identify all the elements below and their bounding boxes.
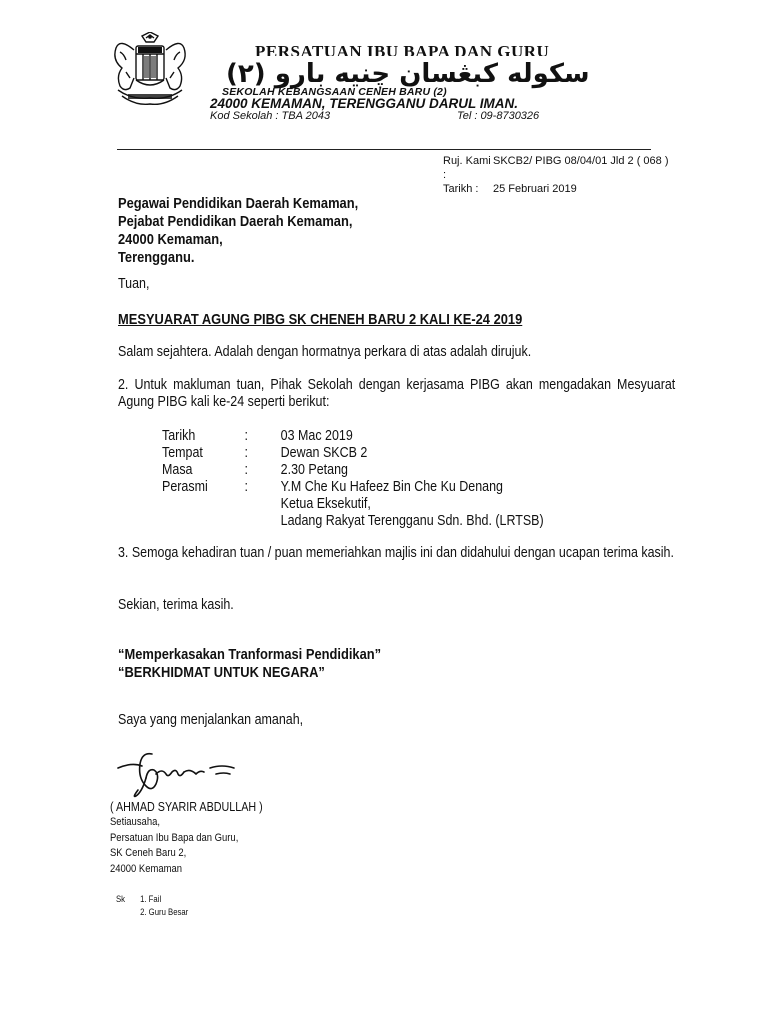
detail-value: 2.30 Petang	[280, 462, 348, 478]
date-label: Tarikh :	[443, 183, 479, 195]
letter-date: 25 Februari 2019	[493, 183, 577, 195]
salutation: Tuan,	[118, 276, 150, 292]
detail-value: Ketua Eksekutif,	[280, 496, 371, 512]
detail-value: Y.M Che Ku Hafeez Bin Che Ku Denang	[280, 479, 503, 495]
detail-colon: :	[244, 462, 249, 478]
org-name: PERSATUAN IBU BAPA DAN GURU	[255, 42, 550, 56]
detail-colon: :	[244, 479, 249, 495]
paragraph-3	[118, 545, 675, 562]
greeting-paragraph: Salam sejahtera. Adalah dengan hormatnya perkara di atas adalah dirujuk.	[118, 344, 532, 360]
detail-label: Tempat	[162, 445, 203, 461]
letter-subject: MESYUARAT AGUNG PIBG SK CHENEH BARU 2 KALI KE-24 2019	[118, 311, 523, 328]
detail-label: Perasmi	[162, 479, 208, 495]
letterhead-divider	[117, 149, 651, 150]
handwritten-signature	[112, 744, 242, 804]
copy-label: Sk	[116, 894, 126, 904]
copy-item: 1. Fail	[140, 894, 162, 904]
detail-row-perasmi	[162, 479, 544, 530]
detail-colon: :	[244, 428, 249, 444]
detail-value: Ladang Rakyat Terengganu Sdn. Bhd. (LRTSB)	[280, 513, 544, 529]
addressee-line: Pegawai Pendidikan Daerah Kemaman,	[118, 195, 359, 212]
detail-row-tempat	[162, 445, 544, 462]
signer-line: 24000 Kemaman	[110, 862, 183, 875]
copy-item: 2. Guru Besar	[140, 907, 189, 917]
school-code: Kod Sekolah : TBA 2043	[210, 110, 331, 122]
signer-details	[110, 815, 238, 877]
motto-line-2: “BERKHIDMAT UNTUK NEGARA”	[118, 664, 325, 681]
school-name: SEKOLAH KEBANGSAAN CENEH BARU (2)	[222, 86, 447, 98]
signer-name: ( AHMAD SYARIR ABDULLAH )	[110, 800, 263, 814]
paragraph-3-text: 3. Semoga kehadiran tuan / puan memeriahkan majlis ini dan didahului dengan ucapan terima kasih.	[118, 545, 674, 561]
detail-value: 03 Mac 2019	[280, 428, 353, 444]
reference-block	[443, 154, 668, 196]
school-telephone: Tel : 09-8730326	[457, 110, 540, 122]
school-address: 24000 KEMAMAN, TERENGGANU DARUL IMAN.	[210, 96, 519, 111]
detail-colon: :	[244, 445, 249, 461]
coat-of-arms-icon	[108, 32, 192, 112]
signer-line: Setiausaha,	[110, 816, 160, 828]
signer-line: SK Ceneh Baru 2,	[110, 847, 187, 859]
sign-off: Saya yang menjalankan amanah,	[118, 712, 304, 728]
meeting-details	[162, 428, 544, 530]
detail-label: Tarikh	[162, 428, 196, 444]
paragraph-2	[118, 377, 675, 411]
signer-line: Persatuan Ibu Bapa dan Guru,	[110, 831, 239, 844]
addressee-line: Terengganu.	[118, 249, 195, 266]
jawi-school-name: سکوله کبڠسان چنيه بارو (٢)	[226, 59, 590, 89]
detail-value: Dewan SKCB 2	[280, 445, 368, 461]
detail-row-masa	[162, 462, 544, 479]
addressee-block	[118, 195, 358, 267]
paragraph-2-text: 2. Untuk makluman tuan, Pihak Sekolah dengan kerjasama PIBG akan mengadakan Mesyuarat Agung PIBG kali ke-24 seperti berikut:	[118, 377, 676, 410]
motto-line-1: “Memperkasakan Tranformasi Pendidikan”	[118, 646, 382, 663]
closing: Sekian, terima kasih.	[118, 597, 234, 613]
motto-block	[118, 646, 381, 682]
detail-label: Masa	[162, 462, 193, 478]
ref-label: Ruj. Kami :	[443, 155, 491, 181]
detail-row-tarikh	[162, 428, 544, 445]
addressee-line: Pejabat Pendidikan Daerah Kemaman,	[118, 213, 353, 230]
ref-number: SKCB2/ PIBG 08/04/01 Jld 2 ( 068 )	[493, 155, 669, 167]
copy-list	[116, 893, 188, 919]
addressee-line: 24000 Kemaman,	[118, 231, 223, 248]
